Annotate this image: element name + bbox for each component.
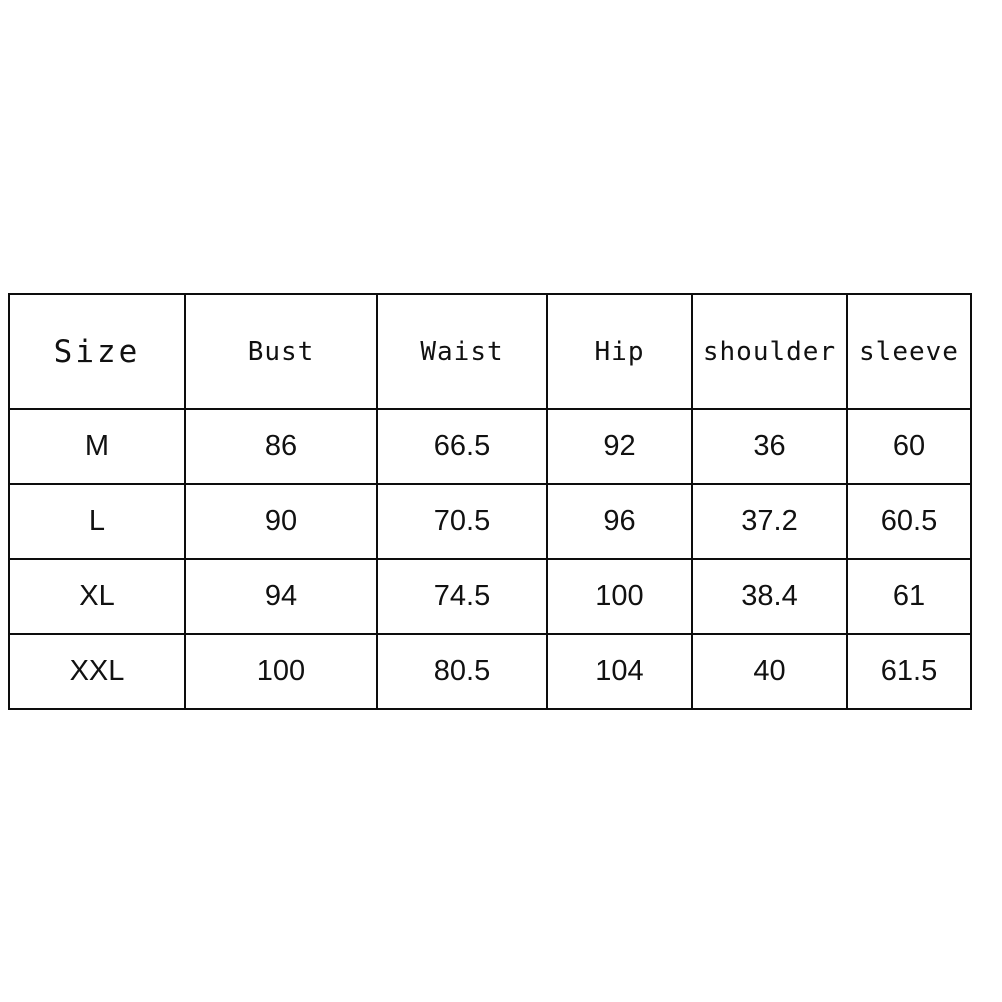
cell-hip: 100 [547,559,692,634]
cell-shoulder: 36 [692,409,847,484]
cell-bust: 100 [185,634,377,709]
cell-waist: 70.5 [377,484,547,559]
column-header-sleeve: sleeve [847,294,971,409]
size-chart-container [8,293,970,710]
table-row [9,634,971,709]
cell-size: M [9,409,185,484]
cell-hip: 92 [547,409,692,484]
cell-sleeve: 61.5 [847,634,971,709]
cell-sleeve: 60 [847,409,971,484]
cell-hip: 104 [547,634,692,709]
column-header-hip: Hip [547,294,692,409]
cell-waist: 74.5 [377,559,547,634]
table-row [9,484,971,559]
table-header-row [9,294,971,409]
cell-shoulder: 38.4 [692,559,847,634]
table-row [9,409,971,484]
table-row [9,559,971,634]
column-header-size: Size [9,294,185,409]
cell-sleeve: 60.5 [847,484,971,559]
cell-size: L [9,484,185,559]
size-chart-table [8,293,972,710]
cell-bust: 90 [185,484,377,559]
column-header-bust: Bust [185,294,377,409]
cell-waist: 66.5 [377,409,547,484]
cell-size: XL [9,559,185,634]
cell-bust: 94 [185,559,377,634]
cell-bust: 86 [185,409,377,484]
column-header-waist: Waist [377,294,547,409]
column-header-shoulder: shoulder [692,294,847,409]
cell-size: XXL [9,634,185,709]
cell-sleeve: 61 [847,559,971,634]
cell-shoulder: 40 [692,634,847,709]
cell-hip: 96 [547,484,692,559]
cell-shoulder: 37.2 [692,484,847,559]
cell-waist: 80.5 [377,634,547,709]
